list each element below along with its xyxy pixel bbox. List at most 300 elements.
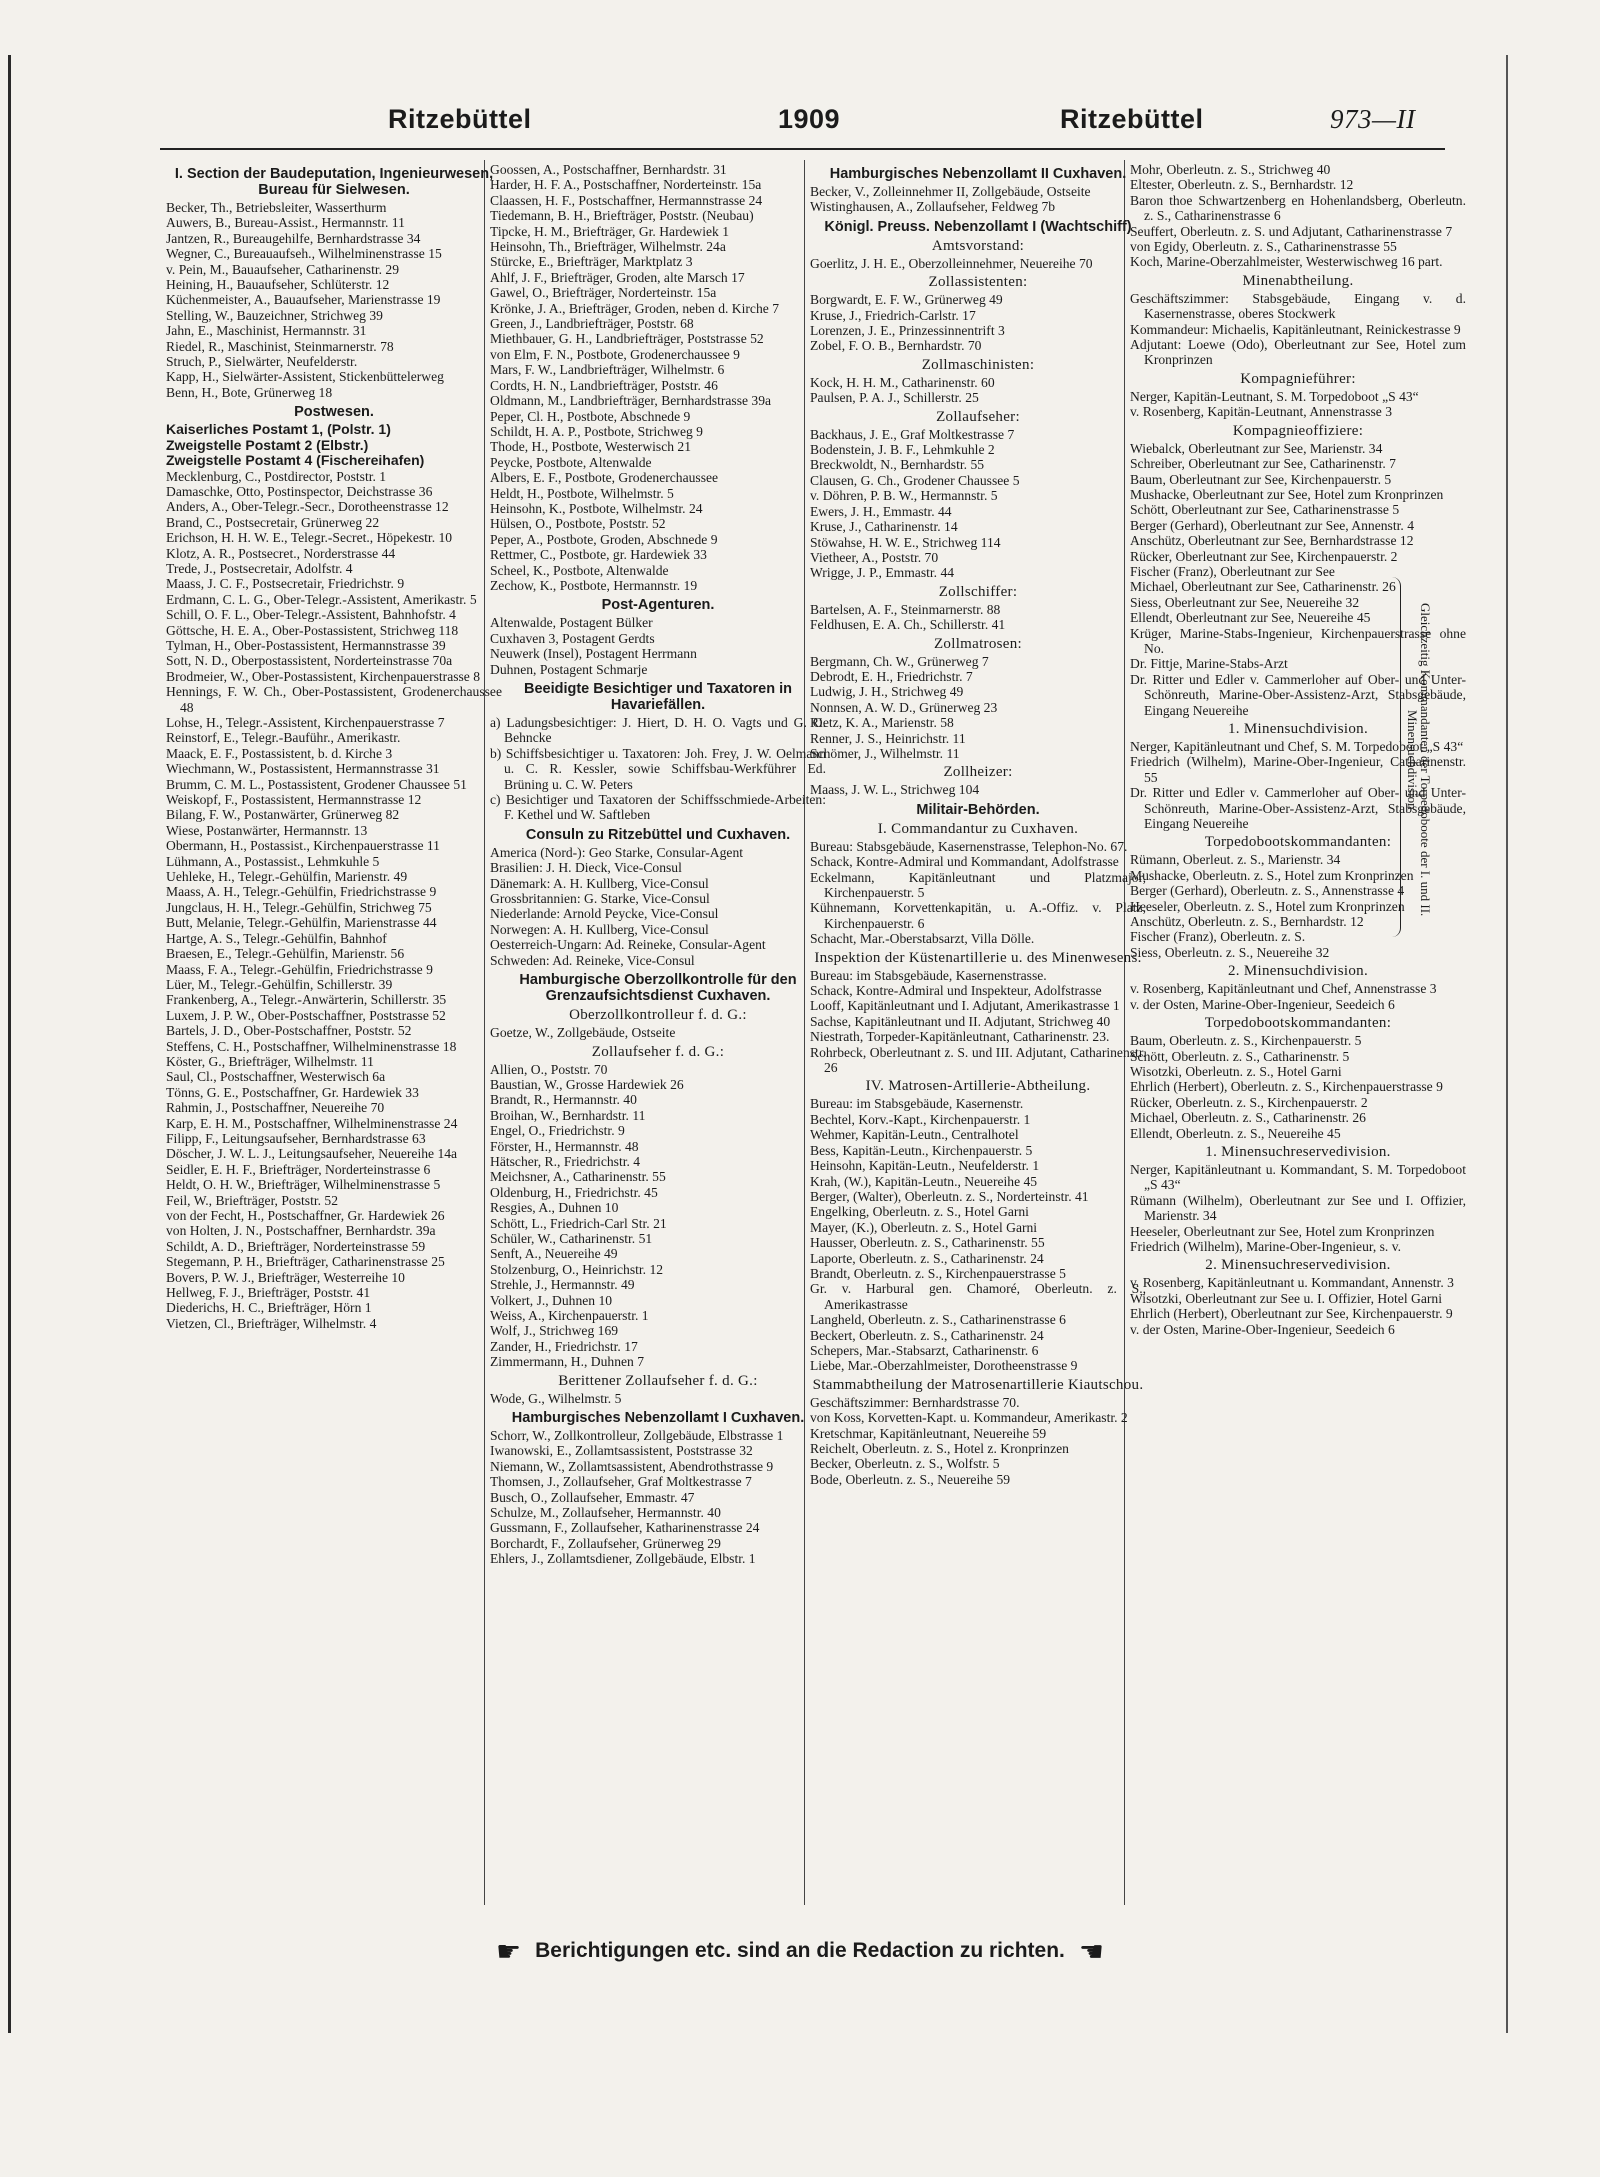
directory-entry: Diederichs, H. C., Briefträger, Hörn 1: [166, 1300, 372, 1316]
directory-entry: Berger (Gerhard), Oberleutnant zur See, Annenstr. 4: [1130, 517, 1414, 533]
directory-entry: Karp, E. H. M., Postschaffner, Wilhelminenstrasse 24: [166, 1115, 458, 1131]
directory-entry: Brand, C., Postsecretair, Grünerweg 22: [166, 514, 380, 530]
directory-entry: Mohr, Oberleutn. z. S., Strichweg 40: [1130, 162, 1331, 177]
directory-entry: Brasilien: J. H. Dieck, Vice-Consul: [490, 860, 682, 876]
directory-entry: Geschäftszimmer: Stabsgebäude, Eingang v. d. Kasernenstrasse, oberes Stockwerk: [1130, 290, 1466, 322]
directory-entry: Berger (Gerhard), Oberleutn. z. S., Annenstrasse 4: [1130, 883, 1405, 899]
sub-heading: Zollheizer:: [943, 764, 1013, 781]
directory-entry: Geschäftszimmer: Bernhardstrasse 70.: [810, 1394, 1020, 1410]
directory-entry: Meichsner, A., Catharinenstr. 55: [490, 1169, 666, 1185]
directory-entry: Goetze, W., Zollgebäude, Ostseite: [490, 1025, 676, 1041]
directory-entry: Erdmann, C. L. G., Ober-Telegr.-Assistent, Amerikastr. 5: [166, 591, 477, 607]
directory-entry: Vietzen, Cl., Briefträger, Wilhelmstr. 4: [166, 1315, 377, 1331]
directory-entry: von Holten, J. N., Postschaffner, Bernhardstr. 39a: [166, 1223, 436, 1239]
directory-entry: v. der Osten, Marine-Ober-Ingenieur, Seedeich 6: [1130, 1321, 1395, 1337]
directory-entry: Green, J., Landbriefträger, Poststr. 68: [490, 316, 694, 332]
directory-entry: Stöwahse, H. W. E., Strichweg 114: [810, 534, 1001, 550]
directory-entry: Stürcke, E., Briefträger, Marktplatz 3: [490, 254, 693, 270]
directory-entry: Peycke, Postbote, Altenwalde: [490, 454, 652, 470]
directory-entry: Lühmann, A., Postassist., Lehmkuhle 5: [166, 853, 380, 869]
directory-entry: Thomsen, J., Zollaufseher, Graf Moltkestrasse 7: [490, 1474, 752, 1490]
directory-entry: Bovers, P. W. J., Briefträger, Westerreihe 10: [166, 1269, 405, 1285]
directory-entry: Nerger, Kapitänleutnant u. Kommandant, S. M. Torpedoboot „S 43“: [1130, 1161, 1466, 1193]
directory-entry: Becker, Oberleutn. z. S., Wolfstr. 5: [810, 1456, 1000, 1472]
directory-entry: Friedrich (Wilhelm), Marine-Ober-Ingenieur, Catharinenstr. 55: [1130, 754, 1466, 785]
pointing-hand-left-icon: ☚: [1078, 1936, 1104, 1967]
directory-entry: Heining, H., Bauaufseher, Schlüterstr. 12: [166, 277, 390, 293]
directory-entry: Kretschmar, Kapitänleutnant, Neuereihe 59: [810, 1425, 1047, 1441]
directory-entry: Engelking, Oberleutn. z. S., Hotel Garni: [810, 1204, 1029, 1220]
sub-heading: 2. Minensuchdivision.: [1227, 963, 1369, 980]
directory-entry: Clausen, G. Ch., Grodener Chaussee 5: [810, 472, 1020, 488]
sub-heading: Torpedobootskommandanten:: [1204, 1015, 1392, 1032]
directory-entry: Cordts, H. N., Landbriefträger, Poststr. 46: [490, 377, 718, 393]
directory-entry: Schacht, Mar.-Oberstabsarzt, Villa Dölle.: [810, 931, 1035, 947]
section-heading: Post-Agenturen.: [601, 597, 715, 614]
directory-entry: Gr. v. Harbural gen. Chamoré, Oberleutn. z. S., Amerikastrasse: [810, 1281, 1146, 1312]
directory-entry: Wisotzki, Oberleutn. z. S., Hotel Garni: [1130, 1063, 1342, 1079]
directory-entry: Krah, (W.), Kapitän-Leutn., Neuereihe 45: [810, 1173, 1038, 1189]
directory-entry: Jahn, E., Maschinist, Hermannstr. 31: [166, 323, 367, 339]
directory-entry: Schulze, M., Zollaufseher, Hermannstr. 40: [490, 1505, 721, 1521]
directory-entry: Fischer (Franz), Oberleutnant zur See: [1130, 563, 1335, 579]
directory-entry: Dr. Fittje, Marine-Stabs-Arzt: [1130, 656, 1288, 672]
directory-entry: Dr. Ritter und Edler v. Cammerloher auf Ober- und Unter-Schönreuth, Marine-Ober-Assistenz-Arzt, Stabsgebäude, Eingang Neuereihe: [1130, 671, 1466, 718]
directory-entry: Obermann, H., Postassist., Kirchenpauerstrasse 11: [166, 838, 440, 854]
directory-entry: v. Döhren, P. B. W., Hermannstr. 5: [810, 488, 998, 504]
directory-entry: Ludwig, J. H., Strichweg 49: [810, 684, 964, 700]
directory-entry: Becker, V., Zolleinnehmer II, Zollgebäude, Ostseite: [810, 184, 1091, 199]
directory-entry: Seuffert, Oberleutn. z. S. und Adjutant, Catharinenstrasse 7: [1130, 223, 1453, 239]
directory-entry: Schömer, J., Wilhelmstr. 11: [810, 745, 960, 761]
sub-heading: Zollaufseher:: [936, 408, 1020, 425]
directory-entry: Gussmann, F., Zollaufseher, Katharinenstrasse 24: [490, 1520, 760, 1536]
section-heading: Consuln zu Ritzebüttel und Cuxhaven.: [525, 826, 791, 843]
directory-entry: von Elm, F. N., Postbote, Grodenerchaussee 9: [490, 346, 740, 362]
directory-entry: Cuxhaven 3, Postagent Gerdts: [490, 630, 655, 646]
directory-entry: Maass, A. H., Telegr.-Gehülfin, Friedrichstrasse 9: [166, 884, 437, 900]
directory-entry: Mars, F. W., Landbriefträger, Wilhelmstr. 6: [490, 362, 725, 378]
directory-entry: Maack, E. F., Postassistent, b. d. Kirche 3: [166, 745, 393, 761]
directory-entry: Schüler, W., Catharinenstr. 51: [490, 1230, 653, 1246]
office-line: Kaiserliches Postamt 1, (Polstr. 1): [166, 421, 391, 438]
directory-entry: Koch, Marine-Oberzahlmeister, Westerwischweg 16 part.: [1130, 254, 1443, 270]
directory-entry: v. der Osten, Marine-Ober-Ingenieur, Seedeich 6: [1130, 996, 1395, 1012]
directory-entry: Butt, Melanie, Telegr.-Gehülfin, Marienstrasse 44: [166, 915, 437, 931]
directory-entry: Brodmeier, W., Ober-Postassistent, Kirchenpauerstrasse 8: [166, 668, 481, 684]
sub-heading: Zollschiffer:: [938, 583, 1018, 600]
directory-entry: Stegemann, P. H., Briefträger, Catharinenstrasse 25: [166, 1254, 445, 1270]
directory-entry: Dr. Ritter und Edler v. Cammerloher auf Ober- und Unter-Schönreuth, Marine-Ober-Assistenz-Arzt, Stabsgebäude, Eingang Neuereihe: [1130, 785, 1466, 832]
directory-entry: Goerlitz, J. H. E., Oberzolleinnehmer, Neuereihe 70: [810, 255, 1093, 271]
directory-entry: Wistinghausen, A., Zollaufseher, Feldweg 7b: [810, 199, 1056, 215]
directory-entry: Schildt, A. D., Briefträger, Norderteinstrasse 59: [166, 1238, 426, 1254]
directory-entry: Rahmin, J., Postschaffner, Neuereihe 70: [166, 1100, 385, 1116]
sub-heading: Zollaufseher f. d. G.:: [591, 1043, 725, 1060]
section-heading: Königl. Preuss. Nebenzollamt I (Wachtschiff): [824, 218, 1132, 235]
sub-heading: IV. Matrosen-Artillerie-Abtheilung.: [865, 1078, 1091, 1095]
directory-entry: Stolzenburg, O., Heinrichstr. 12: [490, 1261, 664, 1277]
directory-entry: Baum, Oberleutnant zur See, Kirchenpauerstr. 5: [1130, 471, 1392, 487]
directory-entry: Peper, A., Postbote, Groden, Abschnede 9: [490, 531, 718, 547]
directory-entry: Mayer, (K.), Oberleutn. z. S., Hotel Garni: [810, 1219, 1038, 1235]
section-heading: Hamburgisches Nebenzollamt II Cuxhaven.: [829, 166, 1127, 182]
directory-entry: Kruse, J., Friedrich-Carlstr. 17: [810, 307, 976, 323]
directory-entry: Schack, Kontre-Admiral und Inspekteur, Adolfstrasse: [810, 983, 1102, 999]
directory-entry: Niestrath, Torpeder-Kapitänleutnant, Catharinenstr. 23.: [810, 1029, 1110, 1045]
directory-entry: Ehlers, J., Zollamtsdiener, Zollgebäude, Elbstr. 1: [490, 1551, 756, 1567]
directory-entry: Maass, F. A., Telegr.-Gehülfin, Friedrichstrasse 9: [166, 961, 433, 977]
directory-entry: Bergmann, Ch. W., Grünerweg 7: [810, 653, 989, 669]
directory-entry: Becker, Th., Betriebsleiter, Wasserthurm: [166, 200, 387, 215]
directory-entry: Busch, O., Zollaufseher, Emmastr. 47: [490, 1489, 695, 1505]
directory-entry: Vietheer, A., Poststr. 70: [810, 549, 939, 565]
sub-heading: Oberzollkontrolleur f. d. G.:: [569, 1007, 747, 1024]
directory-entry: v. Rosenberg, Kapitänleutnant u. Kommandant, Annenstr. 3: [1130, 1275, 1454, 1291]
directory-entry: Anschütz, Oberleutnant zur See, Bernhardstrasse 12: [1130, 533, 1414, 549]
directory-entry: Borchardt, F., Zollaufseher, Grünerweg 29: [490, 1535, 721, 1551]
directory-entry: Miethbauer, G. H., Landbriefträger, Poststrasse 52: [490, 331, 764, 347]
footer-note: [0, 1935, 1600, 1968]
sub-heading: Stammabtheilung der Matrosenartillerie Kiautschou.: [812, 1376, 1144, 1393]
directory-entry: Wiese, Postanwärter, Hermannstr. 13: [166, 822, 368, 838]
directory-entry: Mecklenburg, C., Postdirector, Poststr. 1: [166, 468, 387, 484]
directory-entry: Harder, H. F. A., Postschaffner, Norderteinstr. 15a: [490, 177, 762, 193]
sub-heading: Zollmatrosen:: [933, 635, 1023, 652]
directory-entry: Nonnsen, A. W. D., Grünerweg 23: [810, 699, 998, 715]
directory-entry: Claassen, H. F., Postschaffner, Hermannstrasse 24: [490, 192, 763, 208]
directory-entry: Allien, O., Poststr. 70: [490, 1061, 608, 1077]
directory-entry: Luxem, J. P. W., Ober-Postschaffner, Poststrasse 52: [166, 1007, 446, 1023]
directory-entry: Schött, L., Friedrich-Carl Str. 21: [490, 1215, 667, 1231]
sub-heading: Berittener Zollaufseher f. d. G.:: [558, 1372, 758, 1389]
directory-entry: Heinsohn, K., Postbote, Wilhelmstr. 24: [490, 500, 703, 516]
directory-entry: Zimmermann, H., Duhnen 7: [490, 1354, 645, 1370]
column-1: [166, 162, 502, 1331]
directory-entry: Siess, Oberleutn. z. S., Neuereihe 32: [1130, 944, 1330, 960]
directory-entry: Senft, A., Neuereihe 49: [490, 1246, 618, 1262]
directory-entry: Maass, J. C. F., Postsecretair, Friedrichstr. 9: [166, 576, 405, 592]
directory-entry: Feldhusen, E. A. Ch., Schillerstr. 41: [810, 617, 1006, 633]
directory-entry: Schreiber, Oberleutnant zur See, Catharinenstr. 7: [1130, 456, 1396, 472]
directory-entry: Hellweg, F. J., Briefträger, Poststr. 41: [166, 1285, 371, 1301]
directory-entry: Broihan, W., Bernhardstr. 11: [490, 1107, 646, 1123]
directory-entry: Anders, A., Ober-Telegr.-Secr., Dorotheenstrasse 12: [166, 499, 449, 515]
directory-entry: Benn, H., Bote, Grünerweg 18: [166, 384, 333, 400]
section-heading: Postwesen.: [294, 404, 374, 421]
directory-entry: Bureau: im Stabsgebäude, Kasernenstr.: [810, 1096, 1024, 1112]
directory-entry: Baum, Oberleutn. z. S., Kirchenpauerstr. 5: [1130, 1033, 1362, 1049]
pointing-hand-right-icon: ☛: [496, 1936, 522, 1967]
directory-entry: Sott, N. D., Oberpostassistent, Norderteinstrasse 70a: [166, 653, 453, 669]
directory-entry: Bartels, J. D., Ober-Postschaffner, Poststr. 52: [166, 1023, 412, 1039]
directory-entry: Hausser, Oberleutn. z. S., Catharinenstr. 55: [810, 1235, 1045, 1251]
page-number: 973—II: [1330, 104, 1416, 134]
directory-entry: Sachse, Kapitänleutnant und II. Adjutant, Strichweg 40: [810, 1013, 1111, 1029]
directory-entry: Volkert, J., Duhnen 10: [490, 1292, 613, 1308]
directory-entry: Krüger, Marine-Stabs-Ingenieur, Kirchenpauerstrasse ohne No.: [1130, 625, 1466, 656]
sub-heading: Amtsvorstand:: [931, 237, 1025, 254]
directory-entry: Frankenberg, A., Telegr.-Anwärterin, Schillerstr. 35: [166, 992, 447, 1008]
directory-entry: Resgies, A., Duhnen 10: [490, 1200, 619, 1216]
directory-entry: Feil, W., Briefträger, Poststr. 52: [166, 1192, 339, 1208]
directory-entry: Bilang, F. W., Postanwärter, Grünerweg 82: [166, 807, 400, 823]
section-heading: Hamburgische Oberzollkontrolle für den Grenzaufsichtsdienst Cuxhaven.: [519, 972, 797, 1005]
sub-heading: Minenabtheilung.: [1242, 272, 1354, 289]
directory-entry: Niemann, W., Zollamtsassistent, Abendrothstrasse 9: [490, 1458, 774, 1474]
directory-entry: Krönke, J. A., Briefträger, Groden, neben d. Kirche 7: [490, 300, 779, 316]
directory-entry: Friedrich (Wilhelm), Marine-Ober-Ingenieur, s. v.: [1130, 1238, 1402, 1254]
directory-entry: Rücker, Oberleutn. z. S., Kirchenpauerstr. 2: [1130, 1094, 1368, 1110]
directory-entry: Hartge, A. S., Telegr.-Gehülfin, Bahnhof: [166, 930, 387, 946]
directory-entry: Erichson, H. H. W. E., Telegr.-Secret., Höpekestr. 10: [166, 530, 453, 546]
directory-entry: v. Pein, M., Bauaufseher, Catharinenstr. 29: [166, 261, 400, 277]
directory-entry: von Egidy, Oberleutn. z. S., Catharinenstrasse 55: [1130, 239, 1397, 255]
directory-entry: Oesterreich-Ungarn: Ad. Reineke, Consular-Agent: [490, 937, 766, 953]
directory-entry: Ewers, J. H., Emmastr. 44: [810, 503, 952, 519]
directory-entry: Gawel, O., Briefträger, Norderteinstr. 15a: [490, 285, 717, 301]
section-heading: Hamburgisches Nebenzollamt I Cuxhaven.: [511, 1410, 805, 1427]
directory-entry: Grossbritannien: G. Starke, Vice-Consul: [490, 891, 710, 907]
directory-entry: Renner, J. S., Heinrichstr. 11: [810, 730, 966, 746]
directory-entry: Küchenmeister, A., Bauaufseher, Marienstrasse 19: [166, 292, 441, 308]
directory-entry: Stelling, W., Bauzeichner, Strichweg 39: [166, 307, 383, 323]
directory-entry: Eltester, Oberleutn. z. S., Bernhardstr. 12: [1130, 177, 1354, 193]
directory-entry: Bartelsen, A. F., Steinmarnerstr. 88: [810, 601, 1001, 617]
directory-entry: Seidler, E. H. F., Briefträger, Norderteinstrasse 6: [166, 1161, 431, 1177]
directory-entry: Langheld, Oberleutn. z. S., Catharinenstrasse 6: [810, 1312, 1066, 1328]
directory-entry: Braesen, E., Telegr.-Gehülfin, Marienstr. 56: [166, 946, 405, 962]
directory-entry: Nerger, Kapitän-Leutnant, S. M. Torpedoboot „S 43“: [1130, 388, 1419, 404]
directory-entry: Brandt, Oberleutn. z. S., Kirchenpauerstrasse 5: [810, 1265, 1066, 1281]
directory-entry: Oldenburg, H., Friedrichstr. 45: [490, 1184, 658, 1200]
directory-entry: Tönns, G. E., Postschaffner, Gr. Hardewiek 33: [166, 1084, 419, 1100]
directory-entry: Baustian, W., Grosse Hardewiek 26: [490, 1076, 684, 1092]
directory-entry: Reinstorf, E., Telegr.-Bauführ., Amerikastr.: [166, 730, 401, 746]
directory-entry: Breckwoldt, N., Bernhardstr. 55: [810, 457, 985, 473]
directory-entry: Heldt, O. H. W., Briefträger, Wilhelminenstrasse 5: [166, 1177, 441, 1193]
directory-entry: Mushacke, Oberleutnant zur See, Hotel zum Kronprinzen: [1130, 486, 1444, 502]
directory-entry: Zobel, F. O. B., Bernhardstr. 70: [810, 338, 982, 354]
sub-heading: Zollmaschinisten:: [921, 356, 1035, 373]
directory-entry: Döscher, J. W. L. J., Leitungsaufseher, Neuereihe 14a: [166, 1146, 458, 1162]
directory-entry: Jantzen, R., Bureaugehilfe, Bernhardstrasse 34: [166, 230, 421, 246]
directory-entry: Bureau: Stabsgebäude, Kasernenstrasse, Telephon-No. 67.: [810, 838, 1128, 854]
directory-entry: Bode, Oberleutn. z. S., Neuereihe 59: [810, 1471, 1011, 1487]
directory-entry: Borgwardt, E. F. W., Grünerweg 49: [810, 292, 1003, 308]
directory-entry: Tylman, H., Ober-Postassistent, Hermannstrasse 39: [166, 637, 446, 653]
directory-entry: Zander, H., Friedrichstr. 17: [490, 1338, 638, 1354]
header-year: 1909: [778, 104, 841, 134]
directory-entry: Weiskopf, F., Postassistent, Hermannstrasse 12: [166, 792, 422, 808]
directory-entry: Weiss, A., Kirchenpauerstr. 1: [490, 1308, 649, 1323]
directory-entry: Tipcke, H. M., Briefträger, Gr. Hardewiek 1: [490, 223, 730, 239]
directory-entry: Fischer (Franz), Oberleutn. z. S.: [1130, 929, 1306, 945]
section-heading: Militair-Behörden.: [916, 801, 1040, 818]
directory-entry: Heldt, H., Postbote, Wilhelmstr. 5: [490, 485, 674, 501]
directory-entry: Dänemark: A. H. Kullberg, Vice-Consul: [490, 875, 709, 891]
directory-entry: Schweden: Ad. Reineke, Vice-Consul: [490, 952, 695, 968]
sub-heading: 1. Minensuchreservedivision.: [1205, 1143, 1391, 1160]
directory-entry: Bodenstein, J. B. F., Lehmkuhle 2: [810, 442, 995, 458]
header-right-title: Ritzebüttel: [1060, 104, 1204, 134]
directory-entry: Rettmer, C., Postbote, gr. Hardewiek 33: [490, 547, 707, 563]
directory-entry: Schack, Kontre-Admiral und Kommandant, Adolfstrasse: [810, 854, 1119, 870]
sub-heading: I. Commandantur zu Cuxhaven.: [877, 820, 1079, 837]
directory-entry: Adjutant: Loewe (Odo), Oberleutnant zur See, Hotel zum Kronprinzen: [1130, 337, 1466, 368]
directory-entry: Paulsen, P. A. J., Schillerstr. 25: [810, 390, 979, 406]
office-line: Zweigstelle Postamt 2 (Elbstr.): [166, 436, 369, 453]
directory-entry: Norwegen: A. H. Kullberg, Vice-Consul: [490, 921, 709, 937]
directory-entry: Laporte, Oberleutn. z. S., Catharinenstr. 24: [810, 1250, 1044, 1266]
directory-entry: Hennings, F. W. Ch., Ober-Postassistent, Grodenerchaussee 48: [166, 684, 502, 715]
directory-entry: Looff, Kapitänleutnant und I. Adjutant, Amerikastrasse 1: [810, 998, 1120, 1014]
directory-entry: Trede, J., Postsecretair, Adolfstr. 4: [166, 560, 353, 576]
directory-entry: Michael, Oberleutnant zur See, Catharinenstr. 26: [1130, 579, 1396, 595]
sub-heading: 2. Minensuchreservedivision.: [1205, 1257, 1391, 1274]
directory-entry: Wiechmann, W., Postassistent, Hermannstrasse 31: [166, 761, 440, 777]
directory-entry: Lüer, M., Telegr.-Gehülfin, Schillerstr. 39: [166, 976, 393, 992]
directory-entry: Göttsche, H. E. A., Ober-Postassistent, Strichweg 118: [166, 622, 459, 638]
header-left-title: Ritzebüttel: [388, 104, 532, 134]
directory-entry: Siess, Oberleutnant zur See, Neuereihe 32: [1130, 594, 1360, 610]
directory-entry: Ehrlich (Herbert), Oberleutn. z. S., Kirchenpauerstrasse 9: [1130, 1079, 1443, 1095]
column-3: [810, 162, 1146, 1487]
sub-heading: Torpedobootskommandanten:: [1204, 834, 1392, 851]
directory-entry: Peper, Cl. H., Postbote, Abschnede 9: [490, 408, 691, 424]
directory-entry: Altenwalde, Postagent Bülker: [490, 615, 653, 631]
directory-entry: Rümann, Oberleut. z. S., Marienstr. 34: [1130, 852, 1341, 868]
sub-heading: Inspektion der Küstenartillerie u. des Minenwesens.: [814, 949, 1142, 966]
sub-heading: Kompagnieoffiziere:: [1232, 422, 1364, 439]
directory-entry: Backhaus, J. E., Graf Moltkestrasse 7: [810, 426, 1015, 442]
directory-entry: v. Rosenberg, Kapitänleutnant und Chef, Annenstrasse 3: [1130, 981, 1437, 997]
directory-entry: Anschütz, Oberleutn. z. S., Bernhardstr. 12: [1130, 914, 1364, 930]
directory-entry: Auwers, B., Bureau-Assist., Hermannstr. 11: [166, 215, 405, 231]
directory-entry: Struch, P., Sielwärter, Neufelderstr.: [166, 354, 358, 370]
directory-entry: Berger, (Walter), Oberleutn. z. S., Norderteinstr. 41: [810, 1188, 1089, 1204]
directory-entry: Rümann (Wilhelm), Oberleutnant zur See und I. Offizier, Marienstr. 34: [1130, 1192, 1466, 1224]
directory-entry: Bess, Kapitän-Leutn., Kirchenpauerstr. 5: [810, 1142, 1033, 1158]
directory-entry: Wisotzki, Oberleutnant zur See u. I. Offizier, Hotel Garni: [1130, 1290, 1442, 1306]
directory-entry: Brumm, C. M. L., Postassistent, Grodener Chaussee 51: [166, 776, 467, 792]
directory-entry: Kruse, J., Catharinenstr. 14: [810, 519, 958, 535]
directory-entry: Wiebalck, Oberleutnant zur See, Marienstr. 34: [1130, 440, 1383, 456]
directory-entry: Schepers, Mar.-Stabsarzt, Catharinenstr. 6: [810, 1342, 1039, 1358]
page-header: [0, 104, 1600, 144]
directory-entry: von Koss, Korvetten-Kapt. u. Kommandeur, Amerikastr. 2: [810, 1410, 1128, 1426]
column-2: [490, 162, 826, 1567]
directory-entry: Köster, G., Briefträger, Wilhelmstr. 11: [166, 1053, 374, 1069]
directory-entry: Ellendt, Oberleutnant zur See, Neuereihe 45: [1130, 610, 1371, 626]
directory-entry: Saul, Cl., Postschaffner, Westerwisch 6a: [166, 1069, 386, 1085]
footer-text: Berichtigungen etc. sind an die Redaction zu richten.: [535, 1939, 1065, 1963]
directory-entry: Beckert, Oberleutn. z. S., Catharinenstr. 24: [810, 1327, 1044, 1343]
directory-entry: Reichelt, Oberleutn. z. S., Hotel z. Kronprinzen: [810, 1441, 1069, 1456]
directory-entry: Debrodt, E. H., Friedrichstr. 7: [810, 668, 973, 684]
directory-entry: Niederlande: Arnold Peycke, Vice-Consul: [490, 906, 719, 922]
directory-entry: Wode, G., Wilhelmstr. 5: [490, 1390, 622, 1406]
directory-entry: Thode, H., Postbote, Westerwisch 21: [490, 439, 692, 455]
directory-entry: Klotz, A. R., Postsecret., Norderstrasse 44: [166, 545, 396, 561]
directory-entry: Ellendt, Oberleutn. z. S., Neuereihe 45: [1130, 1125, 1341, 1141]
directory-entry: Strehle, J., Hermannstr. 49: [490, 1277, 635, 1293]
directory-entry: c) Besichtiger und Taxatoren der Schiffsschmiede-Arbeiten: F. Kethel und W. Saftleben: [490, 792, 826, 823]
office-line: Zweigstelle Postamt 4 (Fischereihafen): [166, 452, 425, 469]
directory-entry: Kühnemann, Korvettenkapitän, u. A.-Offiz. v. Platz, Kirchenpauerstr. 6: [810, 900, 1146, 931]
directory-entry: Neuwerk (Insel), Postagent Herrmann: [490, 646, 697, 662]
directory-entry: Maass, J. W. L., Strichweg 104: [810, 782, 980, 798]
directory-entry: Schött, Oberleutn. z. S., Catharinenstr. 5: [1130, 1048, 1350, 1064]
directory-entry: Förster, H., Hermannstr. 48: [490, 1138, 639, 1154]
directory-entry: Brandt, R., Hermannstr. 40: [490, 1092, 637, 1108]
directory-entry: Albers, E. F., Postbote, Grodenerchaussee: [490, 470, 719, 486]
directory-entry: Duhnen, Postagent Schmarje: [490, 661, 648, 677]
directory-entry: Bechtel, Korv.-Kapt., Kirchenpauerstr. 1: [810, 1111, 1031, 1127]
directory-entry: Eckelmann, Kapitänleutnant und Platzmajor, Kirchenpauerstr. 5: [810, 869, 1146, 900]
directory-entry: Wegner, C., Bureauaufseh., Wilhelminenstrasse 15: [166, 246, 442, 262]
directory-entry: Rohrbeck, Oberleutnant z. S. und III. Adjutant, Catharinenstr. 26: [810, 1044, 1146, 1076]
directory-entry: Rietz, K. A., Marienstr. 58: [810, 715, 954, 731]
directory-entry: Tiedemann, B. H., Briefträger, Poststr. (Neubau): [490, 208, 754, 224]
directory-entry: Hülsen, O., Postbote, Poststr. 52: [490, 516, 666, 532]
directory-entry: Liebe, Mar.-Oberzahlmeister, Dorotheenstrasse 9: [810, 1358, 1078, 1374]
directory-entry: Heeseler, Oberleutnant zur See, Hotel zum Kronprinzen: [1130, 1223, 1435, 1239]
directory-entry: Lohse, H., Telegr.-Assistent, Kirchenpauerstrasse 7: [166, 715, 445, 730]
directory-entry: Lorenzen, J. E., Prinzessinnentrift 3: [810, 323, 1005, 339]
directory-entry: a) Ladungsbesichtiger: J. Hiert, D. H. O. Vagts und G. O. Behncke: [490, 715, 826, 746]
directory-entry: Jungclaus, H. H., Telegr.-Gehülfin, Strichweg 75: [166, 899, 432, 915]
directory-entry: v. Rosenberg, Kapitän-Leutnant, Annenstrasse 3: [1130, 404, 1392, 420]
section-heading: I. Section der Baudeputation, Ingenieurwesen, Bureau für Sielwesen.: [174, 166, 494, 198]
directory-entry: Steffens, C. H., Postschaffner, Wilhelminenstrasse 18: [166, 1038, 457, 1054]
directory-entry: Uehleke, H., Telegr.-Gehülfin, Marienstr. 49: [166, 869, 408, 885]
directory-entry: Wrigge, J. P., Emmastr. 44: [810, 565, 955, 581]
directory-entry: Nerger, Kapitänleutnant und Chef, S. M. Torpedoboot „S 43“: [1130, 739, 1464, 754]
directory-entry: Oldmann, M., Landbriefträger, Bernhardstrasse 39a: [490, 393, 772, 409]
directory-entry: Iwanowski, E., Zollamtsassistent, Poststrasse 32: [490, 1443, 753, 1459]
directory-entry: Wehmer, Kapitän-Leutn., Centralhotel: [810, 1127, 1019, 1143]
directory-entry: von der Fecht, H., Postschaffner, Gr. Hardewiek 26: [166, 1208, 445, 1223]
directory-entry: Zechow, K., Postbote, Hermannstr. 19: [490, 577, 698, 593]
directory-entry: Wolf, J., Strichweg 169: [490, 1323, 619, 1339]
directory-entry: Ahlf, J. F., Briefträger, Groden, alte Marsch 17: [490, 269, 745, 285]
directory-entry: Schill, O. F. L., Ober-Telegr.-Assistent, Bahnhofstr. 4: [166, 607, 456, 623]
directory-entry: Goossen, A., Postschaffner, Bernhardstr. 31: [490, 162, 727, 177]
directory-entry: Damaschke, Otto, Postinspector, Deichstrasse 36: [166, 483, 433, 499]
directory-entry: Heinsohn, Th., Briefträger, Wilhelmstr. 24a: [490, 239, 726, 255]
directory-entry: Schorr, W., Zollkontrolleur, Zollgebäude, Elbstrasse 1: [490, 1428, 784, 1444]
directory-entry: Kock, H. H. M., Catharinenstr. 60: [810, 374, 995, 390]
directory-entry: Filipp, F., Leitungsaufseher, Bernhardstrasse 63: [166, 1130, 426, 1146]
directory-entry: Ehrlich (Herbert), Oberleutnant zur See, Kirchenpauerstr. 9: [1130, 1306, 1453, 1322]
directory-entry: Riedel, R., Maschinist, Steinmarnerstr. 78: [166, 338, 394, 354]
directory-entry: Heinsohn, Kapitän-Leutn., Neufelderstr. 1: [810, 1158, 1040, 1174]
directory-entry: Schildt, H. A. P., Postbote, Strichweg 9: [490, 423, 703, 439]
directory-entry: Rücker, Oberleutnant zur See, Kirchenpauerstr. 2: [1130, 548, 1398, 564]
directory-entry: Heeseler, Oberleutn. z. S., Hotel zum Kronprinzen: [1130, 898, 1405, 914]
directory-entry: Kapp, H., Sielwärter-Assistent, Stickenbüttelerweg: [166, 369, 444, 385]
directory-entry: Bureau: im Stabsgebäude, Kasernenstrasse.: [810, 967, 1047, 983]
directory-entry: b) Schiffsbesichtiger u. Taxatoren: Joh. Frey, J. W. Oelmann u. C. R. Kessler, sowie Schiffsbau-Werkführer Ed. Brüning u. C. W. Peters: [490, 745, 826, 792]
brace: [1392, 577, 1401, 937]
sub-heading: 1. Minensuchdivision.: [1227, 721, 1369, 737]
directory-entry: Michael, Oberleutn. z. S., Catharinenstr. 26: [1130, 1110, 1366, 1126]
side-note: Gleichzeitig Kommandanten der Torpedoboote der I. und II. Minensuchdivision: [1405, 603, 1433, 917]
directory-entry: Hätscher, R., Friedrichstr. 4: [490, 1153, 641, 1169]
directory-entry: Kommandeur: Michaelis, Kapitänleutnant, Reinickestrasse 9: [1130, 321, 1461, 337]
directory-entry: Mushacke, Oberleutn. z. S., Hotel zum Kronprinzen: [1130, 867, 1414, 883]
